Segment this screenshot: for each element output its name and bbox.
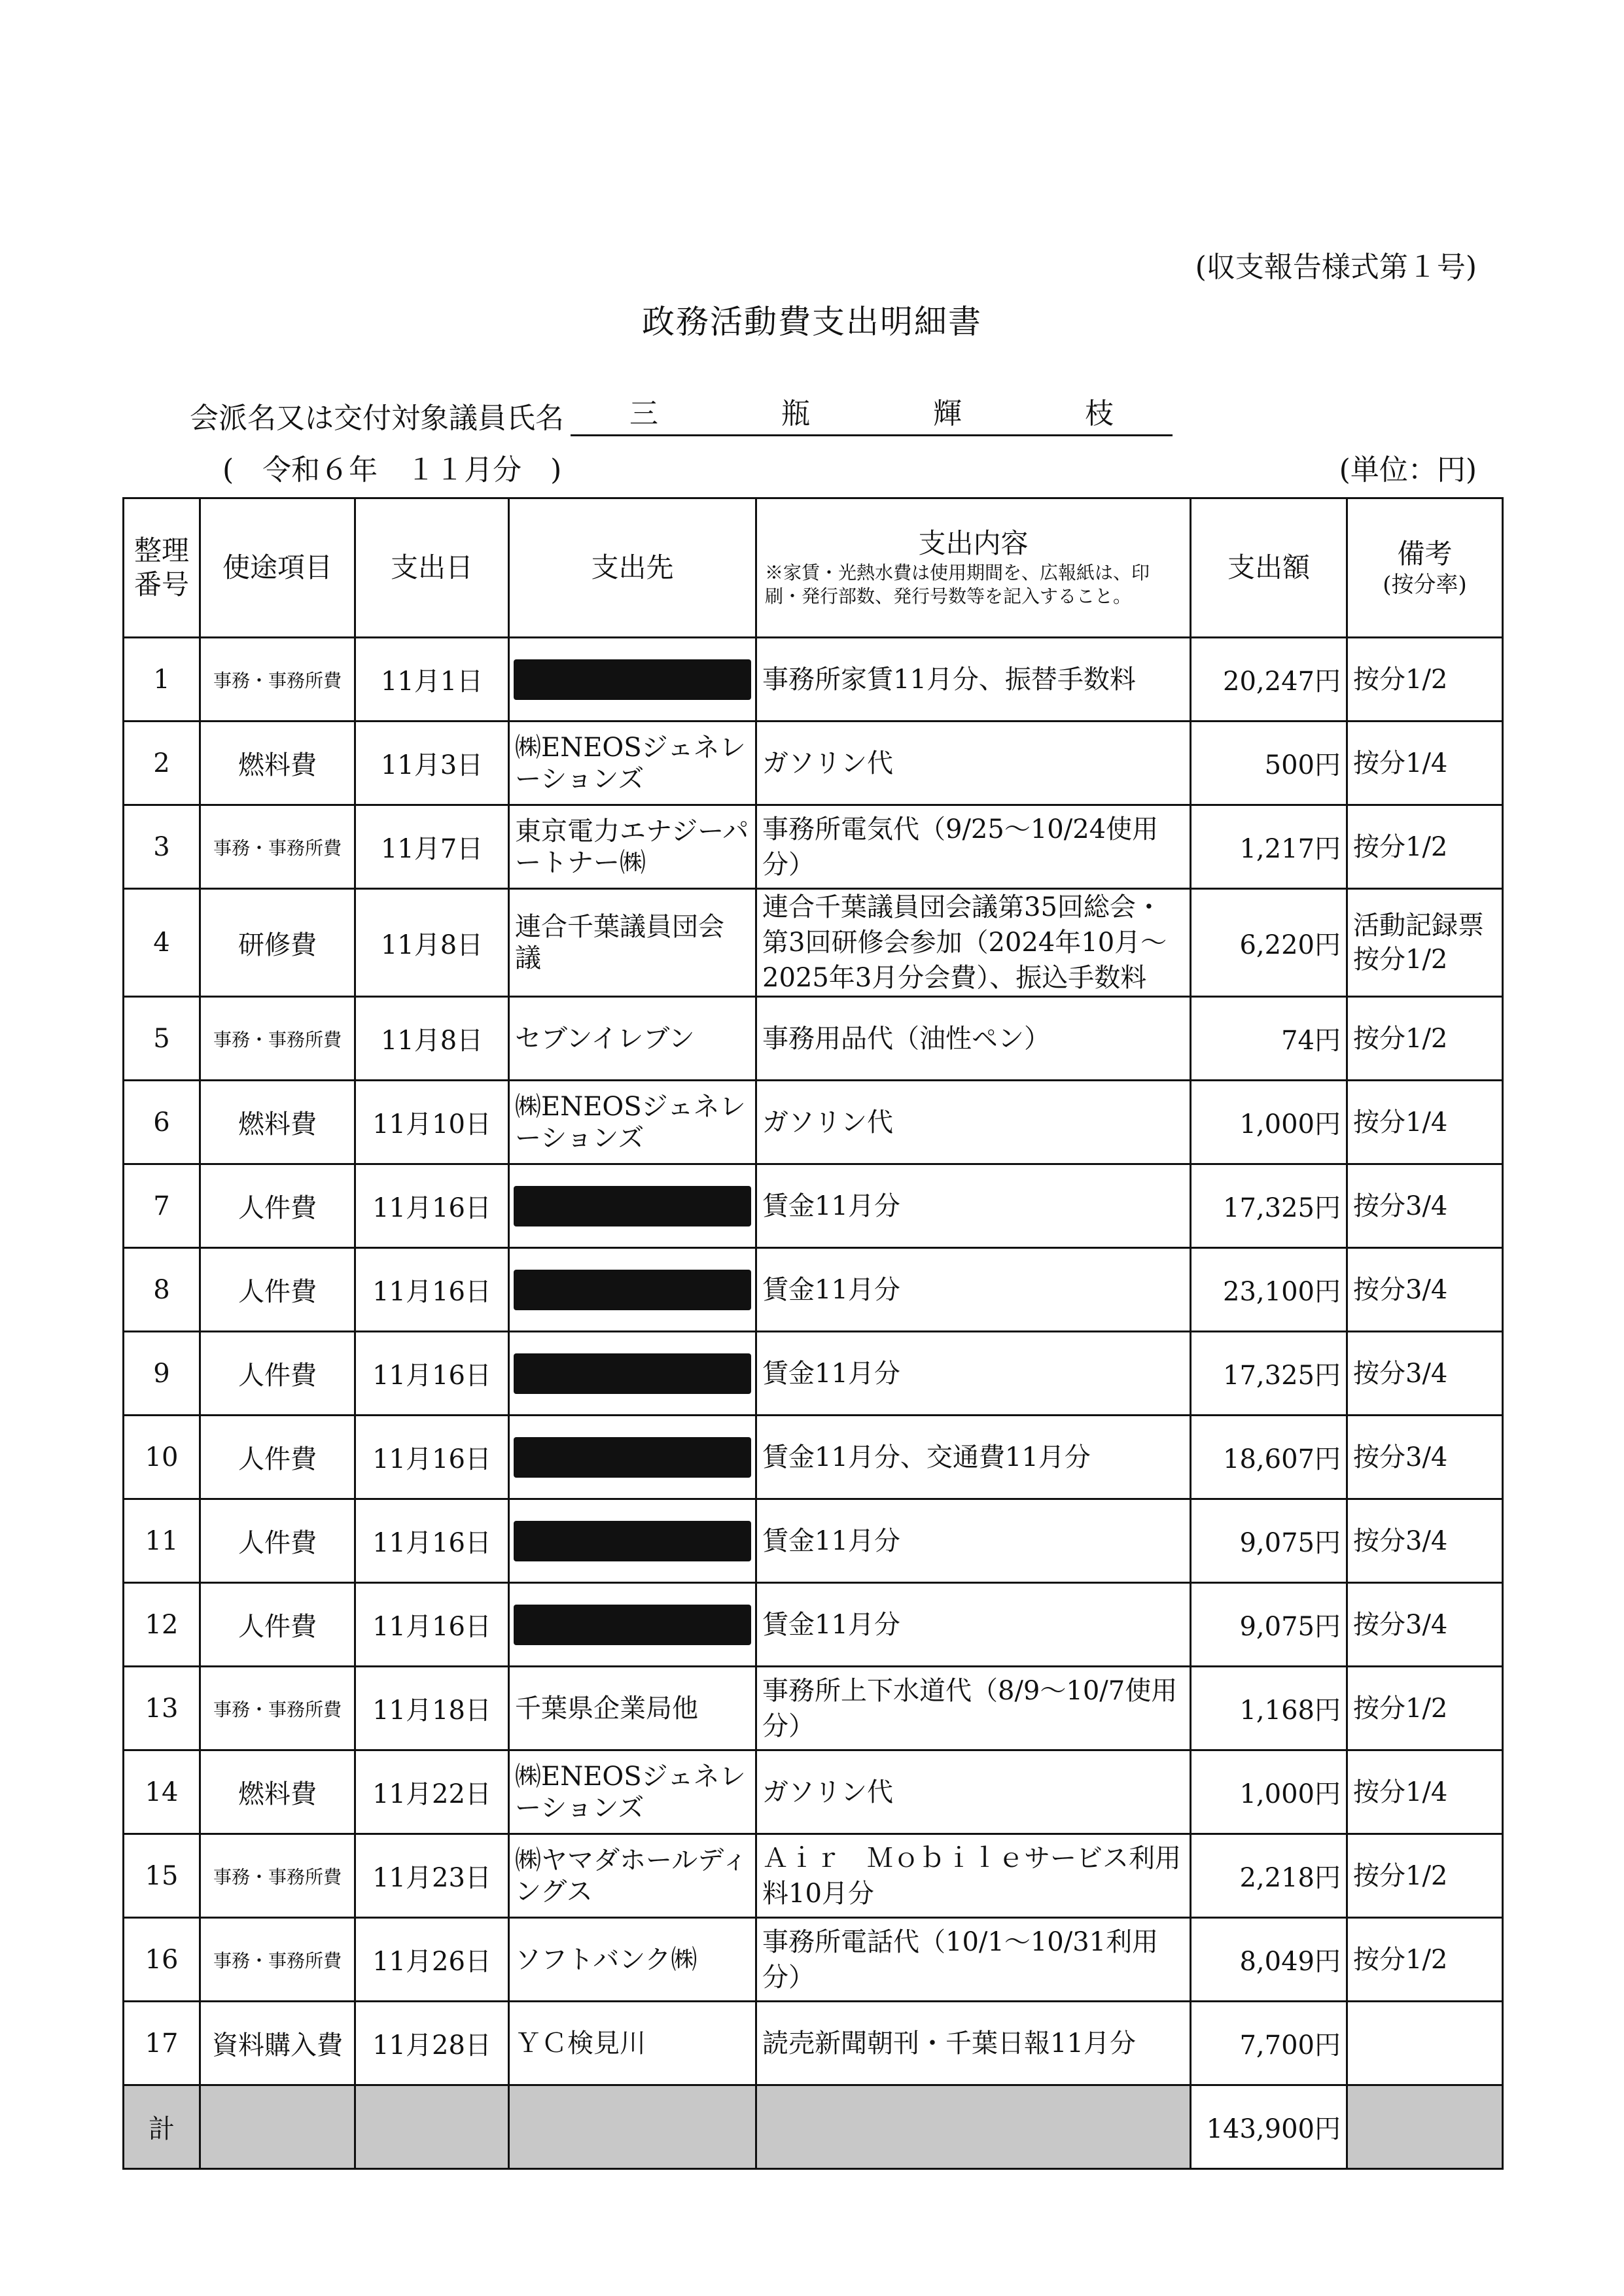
row-number: 14 [124,1750,200,1834]
row-remarks: 按分1/2 [1347,997,1503,1081]
redaction-bar [514,1437,751,1478]
row-payee: セブンイレブン [509,997,756,1081]
unit-label: (単位：円) [1339,453,1477,487]
row-number: 4 [124,889,200,997]
table-row [124,1834,1503,1918]
row-remarks: 按分3/4 [1347,1583,1503,1667]
redaction-bar [514,659,751,700]
table-row [124,1332,1503,1416]
row-amount: 17,325円 [1191,1164,1347,1248]
row-date: 11月1日 [355,638,509,722]
header-content-note: ※家賃・光熱水費は使用期間を、広報紙は、印刷・発行部数、発行号数等を記入すること。 [765,561,1150,608]
row-description: 事務所電話代（10/1～10/31利用分） [756,1918,1191,2002]
total-empty-cell [200,2085,355,2169]
row-number: 17 [124,2002,200,2085]
member-name-char: 輝 [933,397,962,430]
row-remarks: 按分3/4 [1347,1164,1503,1248]
expenditure-table [122,497,1504,2170]
row-number: 5 [124,997,200,1081]
row-amount: 6,220円 [1191,889,1347,997]
row-category: 人件費 [200,1416,355,1499]
header-remarks-sub: (按分率) [1383,572,1467,598]
row-category: 事務・事務所費 [200,1834,355,1918]
row-amount: 9,075円 [1191,1499,1347,1583]
member-name-label: 会派名又は交付対象議員氏名 [190,402,564,435]
header-content-label: 支出内容 [918,527,1029,560]
form-number: (収支報告様式第１号) [1195,251,1477,284]
row-payee [509,1164,756,1248]
row-date: 11月16日 [355,1248,509,1332]
table-row [124,1667,1503,1750]
row-amount: 8,049円 [1191,1918,1347,2002]
row-payee: 連合千葉議員団会議 [509,889,756,997]
document-title: 政務活動費支出明細書 [642,303,982,341]
row-category: 人件費 [200,1583,355,1667]
table-row [124,1416,1503,1499]
table-row [124,1081,1503,1164]
row-remarks: 按分1/4 [1347,722,1503,805]
row-category: 事務・事務所費 [200,1918,355,2002]
row-date: 11月10日 [355,1081,509,1164]
row-category: 人件費 [200,1164,355,1248]
row-description: 賃金11月分 [756,1164,1191,1248]
row-date: 11月16日 [355,1332,509,1416]
row-category: 事務・事務所費 [200,1667,355,1750]
row-amount: 1,217円 [1191,805,1347,889]
table-row [124,1248,1503,1332]
table-row [124,805,1503,889]
row-payee: 千葉県企業局他 [509,1667,756,1750]
row-payee [509,1248,756,1332]
row-category: 燃料費 [200,1750,355,1834]
total-amount: 143,900円 [1191,2085,1347,2169]
row-remarks: 按分3/4 [1347,1248,1503,1332]
row-amount: 23,100円 [1191,1248,1347,1332]
row-category: 資料購入費 [200,2002,355,2085]
row-category: 人件費 [200,1499,355,1583]
row-number: 11 [124,1499,200,1583]
row-category: 燃料費 [200,1081,355,1164]
table-row [124,997,1503,1081]
row-remarks [1347,2002,1503,2085]
redaction-bar [514,1270,751,1310]
row-number: 7 [124,1164,200,1248]
header-payee: 支出先 [509,498,756,638]
row-description: 事務所電気代（9/25～10/24使用分） [756,805,1191,889]
row-amount: 1,000円 [1191,1750,1347,1834]
row-date: 11月16日 [355,1164,509,1248]
row-amount: 74円 [1191,997,1347,1081]
row-description: Ａｉｒ Ｍｏｂｉｌｅサービス利用料10月分 [756,1834,1191,1918]
row-number: 2 [124,722,200,805]
table-row [124,1750,1503,1834]
row-date: 11月16日 [355,1583,509,1667]
row-date: 11月23日 [355,1834,509,1918]
row-description: 事務所家賃11月分、振替手数料 [756,638,1191,722]
row-number: 10 [124,1416,200,1499]
row-number: 1 [124,638,200,722]
row-number: 12 [124,1583,200,1667]
row-number: 8 [124,1248,200,1332]
row-number: 13 [124,1667,200,1750]
header-content [756,498,1191,638]
row-amount: 9,075円 [1191,1583,1347,1667]
row-remarks: 按分1/2 [1347,805,1503,889]
row-amount: 1,168円 [1191,1667,1347,1750]
row-payee [509,1583,756,1667]
member-name-char: 枝 [1085,397,1114,430]
row-description: 読売新聞朝刊・千葉日報11月分 [756,2002,1191,2085]
row-date: 11月8日 [355,889,509,997]
row-amount: 500円 [1191,722,1347,805]
total-empty-cell [756,2085,1191,2169]
row-payee [509,1499,756,1583]
row-payee: ㈱ヤマダホールディングス [509,1834,756,1918]
row-amount: 2,218円 [1191,1834,1347,1918]
row-description: 事務所上下水道代（8/9～10/7使用分） [756,1667,1191,1750]
row-amount: 1,000円 [1191,1081,1347,1164]
row-date: 11月22日 [355,1750,509,1834]
member-name-line [190,390,1173,436]
row-remarks: 按分1/2 [1347,1834,1503,1918]
total-empty-cell [1347,2085,1503,2169]
row-payee: 東京電力エナジーパートナー㈱ [509,805,756,889]
table-row [124,1583,1503,1667]
row-number: 9 [124,1332,200,1416]
row-payee: ㈱ENEOSジェネレーションズ [509,722,756,805]
table-row [124,889,1503,997]
table-row [124,2002,1503,2085]
row-remarks: 按分1/4 [1347,1750,1503,1834]
row-category: 人件費 [200,1248,355,1332]
row-remarks: 按分1/4 [1347,1081,1503,1164]
row-category: 事務・事務所費 [200,997,355,1081]
table-row [124,722,1503,805]
row-payee: ㈱ENEOSジェネレーションズ [509,1081,756,1164]
total-label: 計 [124,2085,200,2169]
row-payee: ＹＣ検見川 [509,2002,756,2085]
row-description: ガソリン代 [756,1081,1191,1164]
row-category: 事務・事務所費 [200,638,355,722]
row-amount: 17,325円 [1191,1332,1347,1416]
row-description: ガソリン代 [756,722,1191,805]
row-amount: 18,607円 [1191,1416,1347,1499]
row-amount: 7,700円 [1191,2002,1347,2085]
row-remarks: 按分1/2 [1347,638,1503,722]
row-description: 賃金11月分 [756,1583,1191,1667]
row-remarks: 活動記録票 按分1/2 [1347,889,1503,997]
row-category: 研修費 [200,889,355,997]
row-description: 賃金11月分 [756,1332,1191,1416]
total-empty-cell [509,2085,756,2169]
redaction-bar [514,1353,751,1394]
row-date: 11月26日 [355,1918,509,2002]
table-row [124,638,1503,722]
row-date: 11月7日 [355,805,509,889]
row-remarks: 按分3/4 [1347,1416,1503,1499]
row-payee: ソフトバンク㈱ [509,1918,756,2002]
member-name-char: 瓶 [781,397,810,430]
row-description: 賃金11月分 [756,1499,1191,1583]
member-name-char: 三 [629,397,658,430]
row-description: 賃金11月分、交通費11月分 [756,1416,1191,1499]
row-date: 11月3日 [355,722,509,805]
header-amount: 支出額 [1191,498,1347,638]
row-category: 燃料費 [200,722,355,805]
redaction-bar [514,1605,751,1645]
row-payee [509,638,756,722]
row-number: 6 [124,1081,200,1164]
header-remarks-label: 備考 [1397,537,1453,570]
row-amount: 20,247円 [1191,638,1347,722]
header-no: 整理 番号 [124,498,200,638]
row-description: 連合千葉議員団会議第35回総会・第3回研修会参加（2024年10月～2025年3月分会費）、振込手数料 [756,889,1191,997]
row-category: 人件費 [200,1332,355,1416]
total-empty-cell [355,2085,509,2169]
row-remarks: 按分1/2 [1347,1667,1503,1750]
row-date: 11月16日 [355,1416,509,1499]
row-remarks: 按分1/2 [1347,1918,1503,2002]
table-row [124,1164,1503,1248]
row-date: 11月28日 [355,2002,509,2085]
row-remarks: 按分3/4 [1347,1499,1503,1583]
total-row [124,2085,1503,2169]
row-date: 11月8日 [355,997,509,1081]
row-date: 11月16日 [355,1499,509,1583]
redaction-bar [514,1186,751,1226]
row-number: 15 [124,1834,200,1918]
row-number: 16 [124,1918,200,2002]
table-row [124,1918,1503,2002]
table-row [124,1499,1503,1583]
row-description: ガソリン代 [756,1750,1191,1834]
row-description: 賃金11月分 [756,1248,1191,1332]
header-category: 使途項目 [200,498,355,638]
row-remarks: 按分3/4 [1347,1332,1503,1416]
report-period: ( 令和６年 １１月分 ) [222,453,562,487]
table-header-row [124,498,1503,638]
row-payee [509,1332,756,1416]
redaction-bar [514,1521,751,1561]
header-remarks [1347,498,1503,638]
member-name-value [571,390,1173,436]
row-payee [509,1416,756,1499]
row-date: 11月18日 [355,1667,509,1750]
row-category: 事務・事務所費 [200,805,355,889]
row-description: 事務用品代（油性ペン） [756,997,1191,1081]
row-number: 3 [124,805,200,889]
header-date: 支出日 [355,498,509,638]
row-payee: ㈱ENEOSジェネレーションズ [509,1750,756,1834]
